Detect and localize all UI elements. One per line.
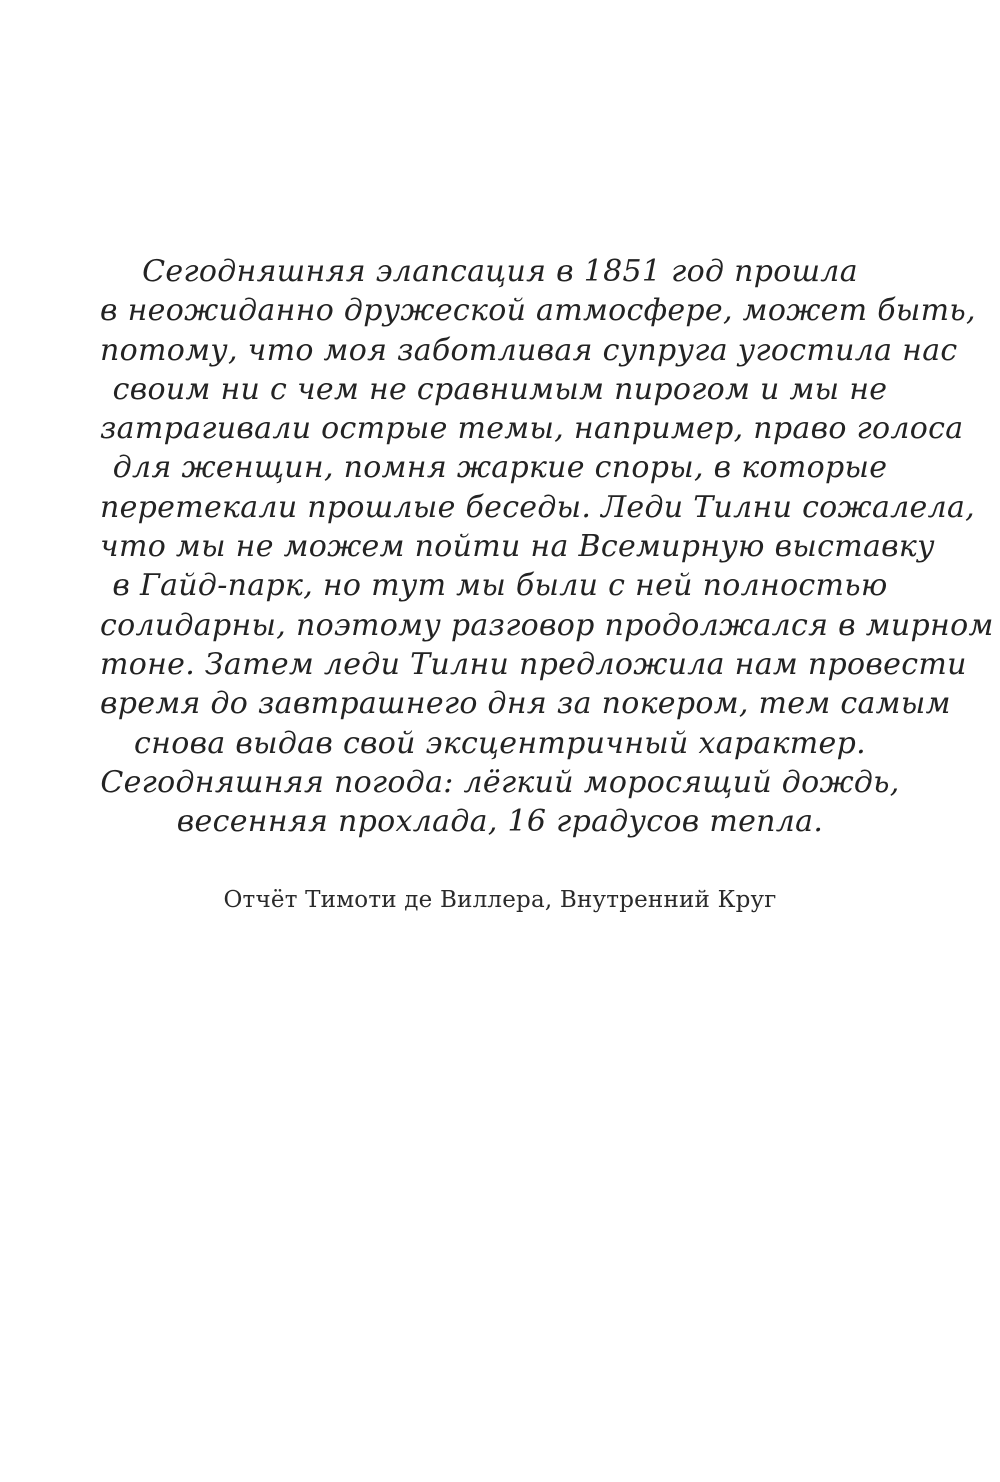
quote-line: тоне. Затем леди Тилни предложила нам провести [100, 646, 967, 682]
quote-line: время до завтрашнего дня за покером, тем самым [100, 686, 951, 722]
quote-line: Сегодняшняя элапсация в 1851 год прошла [142, 254, 858, 289]
quote-line: в Гайд-парк, но тут мы были с ней полностью [112, 568, 888, 604]
quote-line: что мы не можем пойти на Всемирную выставку [100, 529, 935, 565]
epigraph-attribution: Отчёт Тимоти де Виллера, Внутренний Круг [223, 887, 777, 913]
quote-line: для женщин, помня жаркие споры, в которые [112, 450, 888, 486]
quote-line: в неожиданно дружеской атмосфере, может быть, [100, 293, 976, 329]
quote-line: затрагивали острые темы, например, право голоса [100, 411, 964, 447]
quote-line: снова выдав свой эксцентричный характер. [134, 725, 866, 761]
quote-line: Сегодняшняя погода: лёгкий моросящий дождь, [100, 764, 900, 800]
quote-line: своим ни с чем не сравнимым пирогом и мы не [112, 371, 888, 407]
quote-line: перетекали прошлые беседы. Леди Тилни сожалела, [100, 489, 976, 525]
epigraph-quote [100, 252, 994, 841]
quote-line: солидарны, поэтому разговор продолжался в мирном [100, 607, 994, 643]
quote-line: потому, что моя заботливая супруга угостила нас [100, 332, 958, 368]
quote-line: весенняя прохлада, 16 градусов тепла. [176, 804, 824, 840]
